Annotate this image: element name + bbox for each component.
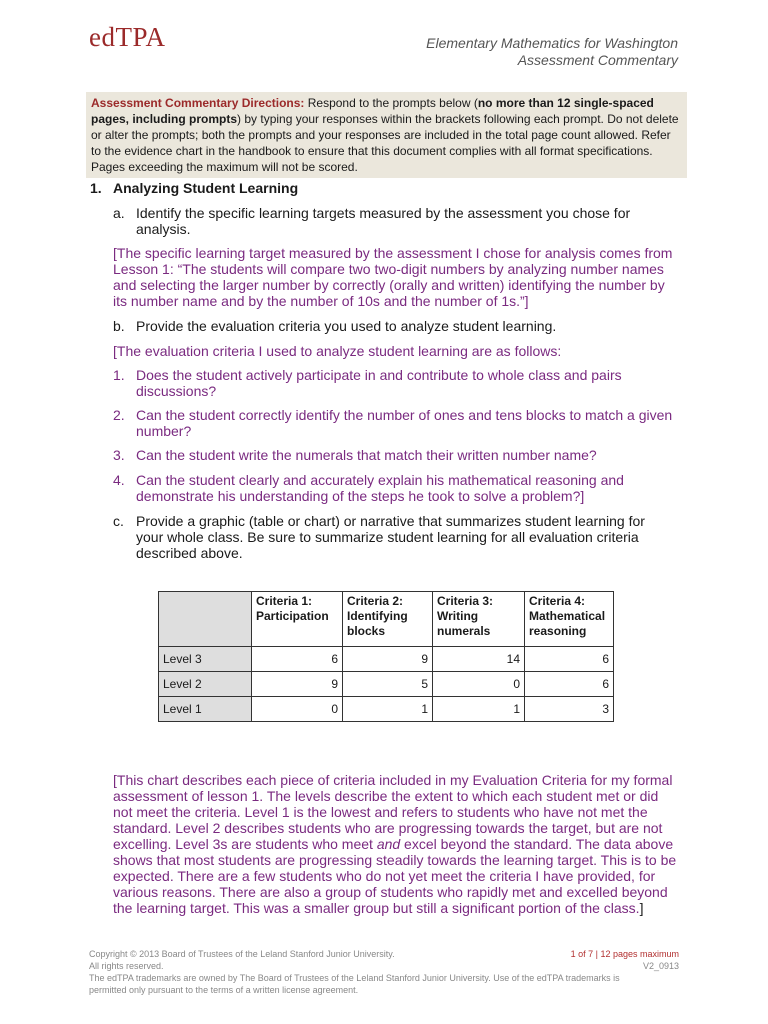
- table-cell: 1: [433, 697, 525, 722]
- prompt-b-marker: b.: [113, 318, 125, 334]
- prompt-b: [113, 318, 673, 334]
- criteria-item-text: Does the student actively participate in and contribute to whole class and pairs discussions?: [136, 367, 622, 399]
- edtpa-logo: edTPA: [89, 22, 166, 52]
- table-row-label: Level 1: [159, 697, 252, 722]
- table-header-criteria-4: Criteria 4: Mathematical reasoning: [525, 592, 614, 647]
- prompt-b-text: Provide the evaluation criteria you used to analyze student learning.: [136, 318, 557, 334]
- directions-bold: no more than 12 single-spaced pages, including prompts: [91, 96, 654, 126]
- prompt-a-marker: a.: [113, 205, 125, 221]
- footer-trademark: The edTPA trademarks are owned by The Board of Trustees of the Leland Stanford Junior University. Use of the edTPA trademarks is permitted only pursuant to the terms of a written license agreement.: [89, 973, 620, 995]
- footer-copyright: Copyright © 2013 Board of Trustees of the Leland Stanford Junior University.: [89, 949, 395, 959]
- directions-lead: Assessment Commentary Directions:: [91, 96, 305, 110]
- prompt-c-marker: c.: [113, 513, 124, 529]
- footer-right: [571, 948, 679, 972]
- criteria-item-marker: 2.: [113, 407, 125, 423]
- section-heading: [90, 180, 298, 196]
- criteria-item-2: [113, 407, 678, 439]
- prompt-c: [113, 513, 673, 561]
- footer-rights: All rights reserved.: [89, 961, 164, 971]
- response-c-italic: and: [376, 836, 401, 852]
- criteria-item-marker: 4.: [113, 472, 125, 488]
- prompt-a: [113, 205, 673, 237]
- page-footer: [89, 948, 679, 996]
- criteria-item-text: Can the student write the numerals that match their written number name?: [136, 447, 597, 463]
- response-b-intro[interactable]: [The evaluation criteria I used to analyze student learning are as follows:: [113, 343, 562, 359]
- directions-text-1: Respond to the prompts below (: [304, 96, 478, 110]
- document-header: [426, 35, 678, 69]
- table-header-row: [159, 592, 614, 647]
- header-title: Assessment Commentary: [517, 52, 678, 68]
- table-cell: 1: [343, 697, 433, 722]
- criteria-item-marker: 1.: [113, 367, 125, 383]
- table-cell: 0: [252, 697, 343, 722]
- table-cell: 9: [343, 647, 433, 672]
- table-cell: 3: [525, 697, 614, 722]
- response-a[interactable]: [The specific learning target measured by the assessment I chose for analysis comes from Lesson 1: “The students will compare two two-digit numbers by analyzing number names and selecting the larger number by correctly (orally and written) identifying the number by its number name and by the number of 10s and the number of 1s.”]: [113, 245, 673, 309]
- criteria-item-text: Can the student correctly identify the number of ones and tens blocks to match a given number?: [136, 407, 673, 439]
- page-count: 1 of 7 | 12 pages maximum: [570, 949, 679, 959]
- table-cell: 5: [343, 672, 433, 697]
- table-header-criteria-1: Criteria 1: Participation: [252, 592, 343, 647]
- criteria-summary-table: [158, 591, 614, 722]
- table-row-label: Level 3: [159, 647, 252, 672]
- criteria-item-1: [113, 367, 678, 399]
- table-cell: 6: [525, 647, 614, 672]
- section-number: 1.: [90, 180, 102, 196]
- criteria-item-4: [113, 472, 678, 504]
- table-cell: 9: [252, 672, 343, 697]
- table-header-criteria-2: Criteria 2: Identifying blocks: [343, 592, 433, 647]
- table-corner-cell: [159, 592, 252, 647]
- table-cell: 14: [433, 647, 525, 672]
- criteria-item-marker: 3.: [113, 447, 125, 463]
- table-row: [159, 647, 614, 672]
- table-cell: 6: [252, 647, 343, 672]
- table-row-label: Level 2: [159, 672, 252, 697]
- response-c-text-1: [This chart describes each piece of criteria included in my Evaluation Criteria for my formal assessment of lesson 1. The levels describe the extent to which each student met or did not meet the criteria. Level 1 is the lowest and refers to students who have not met the standard. Level 2 describes students who are progressing towards the target, but are not excelling. Level 3s are students who meet: [113, 772, 673, 852]
- response-c[interactable]: [113, 772, 678, 916]
- table-row: [159, 697, 614, 722]
- response-c-close-bracket: ]: [639, 900, 644, 916]
- section-title: Analyzing Student Learning: [113, 180, 299, 196]
- prompt-a-text: Identify the specific learning targets measured by the assessment you chose for analysis.: [136, 205, 631, 237]
- criteria-item-text: Can the student clearly and accurately explain his mathematical reasoning and demonstrate his understanding of the steps he took to solve a problem?]: [136, 472, 624, 504]
- directions-text-2: ) by typing your responses within the brackets following each prompt. Do not delete or alter the prompts; both the prompts and your responses are included in the total page count allowed. Refer to the evidence chart in the handbook to ensure that this document complies with all format specifications. Pages exceeding the maximum will not be scored.: [91, 112, 679, 174]
- prompt-c-text: Provide a graphic (table or chart) or narrative that summarizes student learning for your whole class. Be sure to summarize student learning for all evaluation criteria described above.: [136, 513, 645, 561]
- table-cell: 6: [525, 672, 614, 697]
- response-c-text-2: excel beyond the standard. The data above shows that most students are progressing steadily towards the learning target. This is to be expected. There are a few students who do not yet meet the criteria I have provided, for various reasons. There are also a group of students who rapidly met and excelled beyond the learning target. This was a smaller group but still a significant portion of the class.: [113, 836, 677, 916]
- table-cell: 0: [433, 672, 525, 697]
- table-header-criteria-3: Criteria 3: Writing numerals: [433, 592, 525, 647]
- criteria-item-3: [113, 447, 678, 463]
- version-label: V2_0913: [642, 961, 679, 971]
- header-subject: Elementary Mathematics for Washington: [426, 35, 678, 51]
- table-row: [159, 672, 614, 697]
- directions-box: [86, 92, 687, 178]
